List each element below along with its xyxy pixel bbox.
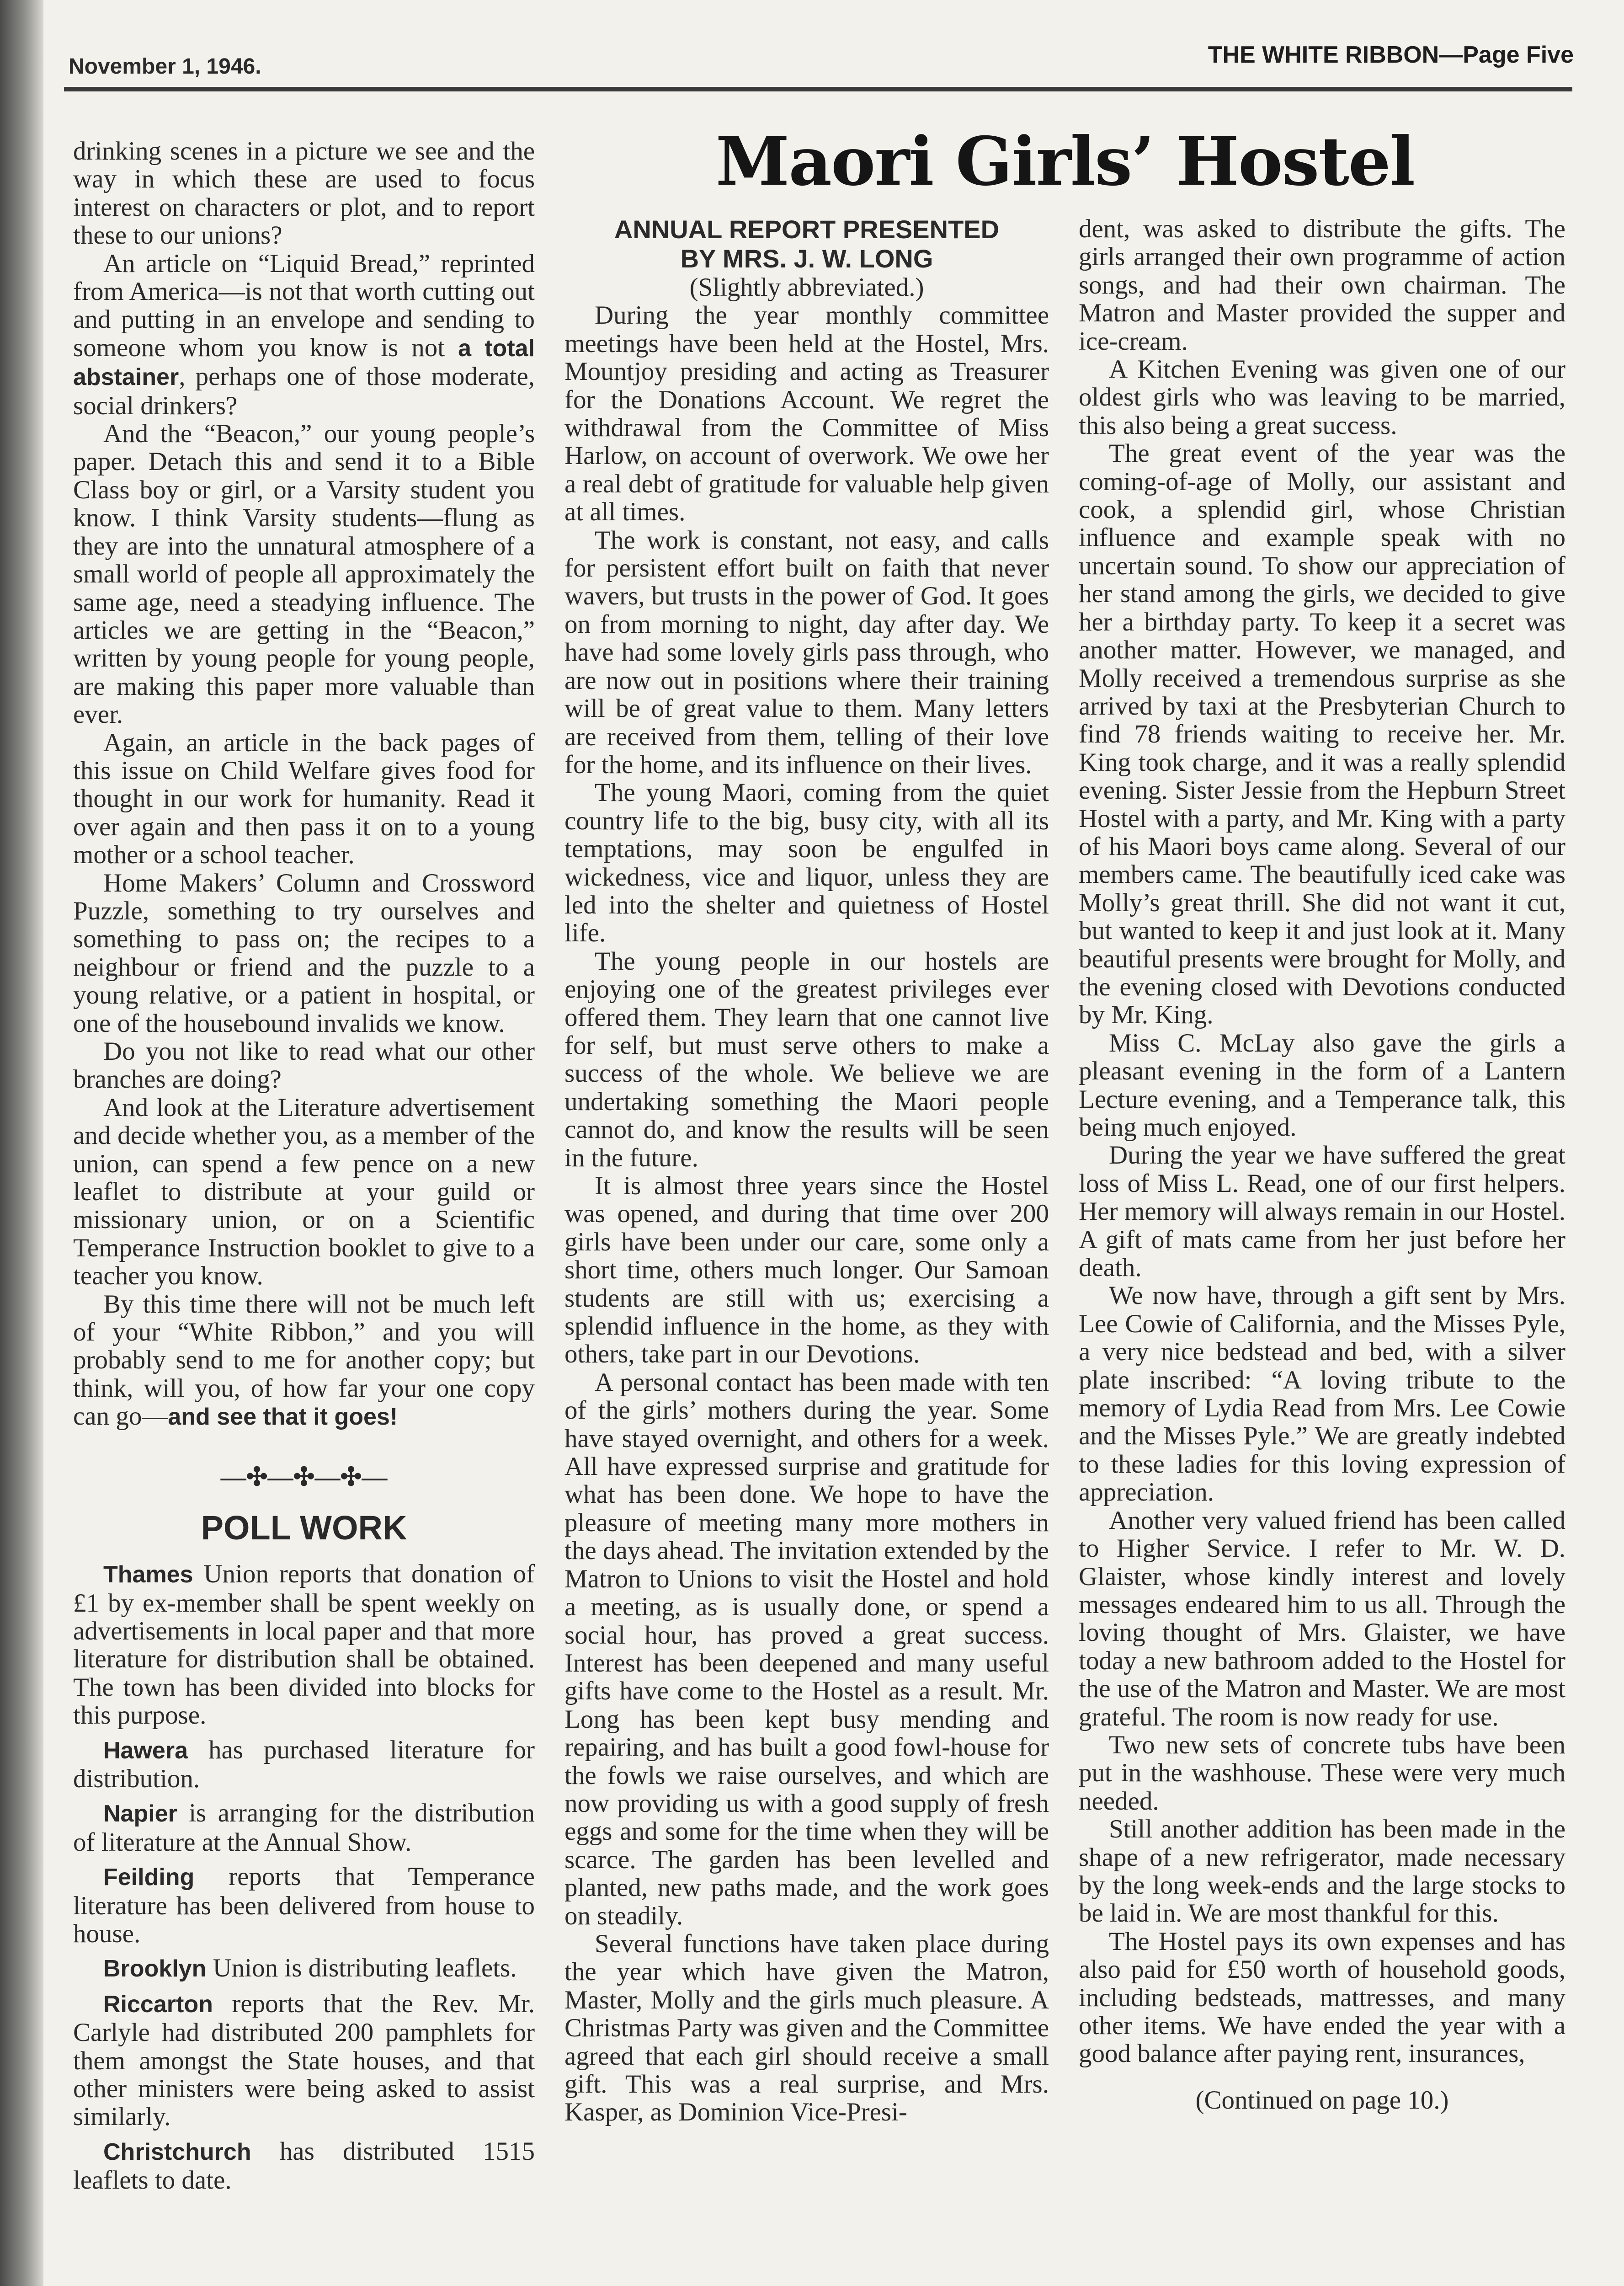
poll-text: reports that the Rev. Mr. Carlyle had distributed 200 pamphlets for them amongst the State houses, and that other ministers were being asked to assist similarly.: [73, 1989, 535, 2131]
poll-text: Union is distributing leaflets.: [206, 1954, 517, 1983]
poll-text: has distributed 1515 leaflets to date.: [73, 2136, 535, 2195]
town-name: Thames: [103, 1561, 193, 1588]
article-byline: BY MRS. J. W. LONG: [680, 244, 933, 273]
paragraph: Miss C. McLay also gave the girls a pleasant evening in the form of a Lantern Lecture evening, and a Temperance talk, this being much enjoyed.: [1079, 1028, 1565, 1142]
column-right: [1079, 215, 1565, 2286]
paragraph: The great event of the year was the coming-of-age of Molly, our assistant and cook, a splendid girl, whose Christian influence and example speak with no uncertain sound. To show our appreciation of her stand among the girls, we decided to give her a birthday party. To keep it a secret was another matter. However, we managed, and Molly received a tremendous surprise as she arrived by taxi at the Presbyterian Church to find 78 friends waiting to receive her. Mr. King took charge, and it was a really splendid evening. Sister Jessie from the Hepburn Street Hostel with a party, and Mr. King with a party of his Maori boys came along. Several of our members came. The beautifully iced cake was Molly’s great thrill. She did not want it cut, but wanted to keep it and just look at it. Many beautiful presents were brought for Molly, and the evening closed with Devotions conducted by Mr. King.: [1079, 439, 1565, 1030]
scan-edge: [0, 0, 43, 2286]
poll-text: reports that Temperance literature has been delivered from house to house.: [73, 1862, 535, 1948]
poll-item: [73, 1954, 535, 1983]
poll-text: Union reports that donation of £1 by ex-member shall be spent weekly on advertisements in local paper and that more literature for distribution shall be obtained. The town has been divided into blocks for this purpose.: [73, 1560, 535, 1730]
paragraph: drinking scenes in a picture we see and the way in which these are used to focus interest on characters or plot, and to report these to our unions?: [73, 137, 535, 250]
poll-item: [73, 2137, 535, 2195]
paragraph: And look at the Literature advertisement and decide whether you, as a member of the union, can spend a few pence on a new leaflet to distribute at your guild or missionary union, or on a Scientific Temperance Instruction booklet to give to a teacher you know.: [73, 1093, 535, 1291]
paragraph: A personal contact has been made with ten of the girls’ mothers during the year. Some have stayed overnight, and others for a week. All have expressed surprise and gratitude for what has been done. We hope to have the pleasure of meeting many more mothers in the days ahead. The invitation extended by the Matron to Unions to visit the Hostel and hold a meeting, as is usually done, or spend a social hour, has proved a great success. Interest has been deepened and many useful gifts have come to the Hostel as a result. Mr. Long has been kept busy mending and repairing, and has built a good fowl-house for the fowls we raise ourselves, and which are now providing us with a good supply of fresh eggs and some for the time when they will be scarce. The garden has been levelled and planted, new paths made, and the work goes on steadily.: [564, 1367, 1049, 1930]
paragraph: [73, 1290, 535, 1431]
poll-work-list: [73, 1560, 535, 2195]
poll-item: [73, 1560, 535, 1729]
masthead-page-title: THE WHITE RIBBON—Page Five: [1208, 42, 1574, 68]
poll-item: [73, 1863, 535, 1948]
poll-item: [73, 1736, 535, 1793]
issue-date: November 1, 1946.: [69, 54, 261, 79]
paragraph: Another very valued friend has been called to Higher Service. I refer to Mr. W. D. Glaister, whose kindly interest and lovely messages endeared him to us all. Through the loving thought of Mrs. Glaister, we have today a new bathroom added to the Hostel for the use of the Matron and Master. We are most grateful. The room is now ready for use.: [1079, 1506, 1565, 1731]
paragraph: Do you not like to read what our other branches are doing?: [73, 1037, 535, 1094]
paragraph: Two new sets of concrete tubs have been put in the washhouse. These were very much needed.: [1079, 1730, 1565, 1816]
town-name: Hawera: [103, 1737, 188, 1764]
town-name: Napier: [103, 1800, 177, 1827]
article-subhead: ANNUAL REPORT PRESENTED: [614, 215, 1000, 244]
paragraph: Several functions have taken place during the year which have given the Matron, Master, Molly and the girls much pleasure. A Christmas Party was given and the Committee agreed that each girl should receive a small gift. This was a real surprise, and Mrs. Kasper, as Dominion Vice-Presi-: [564, 1929, 1049, 2127]
paragraph-text: An article on “Liquid Bread,” reprinted from America—is not that worth cutting out and putting in an envelope and sending to someone whom you know is not: [73, 249, 535, 362]
section-ornament: —✣—✣—✣—: [220, 1463, 388, 1491]
paragraph: The work is constant, not easy, and calls for persistent effort built on faith that never wavers, but trusts in the power of God. It goes on from morning to night, day after day. We have had some lovely girls pass through, who are now out in positions where their training will be of great value to them. Many letters are received from them, telling of their love for the home, and its influence on their lives.: [564, 525, 1049, 779]
bold-phrase: a total abstainer: [73, 335, 535, 391]
paragraph: dent, was asked to distribute the gifts. The girls arranged their own programme of action songs, and had their own chairman. The Matron and Master provided the supper and ice-cream.: [1079, 215, 1565, 356]
poll-item: [73, 1990, 535, 2131]
article-headline: Maori Girls’ Hostel: [715, 123, 1415, 201]
bold-phrase: and see that it goes!: [168, 1404, 398, 1431]
paragraph: And the “Beacon,” our young people’s paper. Detach this and send it to a Bible Class boy or girl, or a Varsity student you know. I think Varsity students—flung as they are into the unnatural atmosphere of a small world of people all approximately the same age, need a steadying influence. The articles we are getting in the “Beacon,” written by young people for young people, are making this paper more valuable than ever.: [73, 419, 535, 729]
paragraph: During the year monthly committee meetings have been held at the Hostel, Mrs. Mountjoy presiding and acting as Treasurer for the Donations Account. We regret the withdrawal from the Committee of Miss Harlow, on account of overwork. We owe her a real debt of gratitude for valuable help given at all times.: [564, 301, 1049, 527]
poll-item: [73, 1799, 535, 1856]
paragraph: The Hostel pays its own expenses and has also paid for £50 worth of household goods, including bedsteads, mattresses, and many other items. We have ended the year with a good balance after paying rent, insurances,: [1079, 1927, 1565, 2068]
paragraph: During the year we have suffered the great loss of Miss L. Read, one of our first helpers. Her memory will always remain in our Hostel. A gift of mats came from her just before her death.: [1079, 1141, 1565, 1282]
paragraph: Again, an article in the back pages of this issue on Child Welfare gives food for thought in our work for humanity. Read it over again and then pass it on to a young mother or a school teacher.: [73, 728, 535, 870]
paragraph: It is almost three years since the Hostel was opened, and during that time over 200 girls have been under our care, some only a short time, others much longer. Our Samoan students are still with us; exercising a splendid influence in the home, as they with others, take part in our Devotions.: [564, 1171, 1049, 1369]
column-left: [73, 137, 535, 2286]
poll-text: is arranging for the distribution of literature at the Annual Show.: [73, 1799, 535, 1857]
poll-text: has purchased literature for distribution.: [73, 1735, 535, 1793]
paragraph: Home Makers’ Column and Crossword Puzzle, something to try ourselves and something to pass on; the recipes to a neighbour or friend and the puzzle to a young relative, or a patient in hospital, or one of the housebound invalids we know.: [73, 868, 535, 1038]
paragraph: A Kitchen Evening was given one of our oldest girls who was leaving to be married, this also being a great success.: [1079, 355, 1565, 440]
paragraph: [73, 250, 535, 420]
column-middle: [564, 215, 1049, 2286]
article-note: (Slightly abbreviated.): [689, 273, 924, 302]
paragraph: Still another addition has been made in the shape of a new refrigerator, made necessary by the long week-ends and the large stocks to be laid in. We are most thankful for this.: [1079, 1815, 1565, 1928]
town-name: Brooklyn: [103, 1955, 207, 1982]
paragraph-text: By this time there will not be much left of your “White Ribbon,” and you will probably send to me for another copy; but think, will you, of how far your one copy can go—: [73, 1289, 535, 1431]
paragraph: The young Maori, coming from the quiet country life to the big, busy city, with all its temptations, may soon be engulfed in wickedness, vice and liquor, unless they are led into the shelter and quietness of Hostel life.: [564, 778, 1049, 948]
paragraph-text: , perhaps one of those moderate, social drinkers?: [73, 362, 535, 420]
town-name: Christchurch: [103, 2138, 251, 2165]
continued-note: (Continued on page 10.): [1195, 2085, 1449, 2115]
town-name: Riccarton: [103, 1991, 213, 2018]
paragraph: We now have, through a gift sent by Mrs. Lee Cowie of California, and the Misses Pyle, a very nice bedstead and bed, with a silver plate inscribed: “A loving tribute to the memory of Lydia Read from Mrs. Lee Cowie and the Misses Pyle.” We are greatly indebted to these ladies for this loving expression of appreciation.: [1079, 1281, 1565, 1507]
paragraph: The young people in our hostels are enjoying one of the greatest privileges ever offered them. They learn that one cannot live for self, but must serve others to make a success of the whole. We believe we are undertaking something the Maori people cannot do, and know the results will be seen in the future.: [564, 946, 1049, 1172]
header-rule: [64, 87, 1572, 91]
poll-work-heading: POLL WORK: [201, 1509, 407, 1547]
town-name: Feilding: [103, 1864, 195, 1891]
